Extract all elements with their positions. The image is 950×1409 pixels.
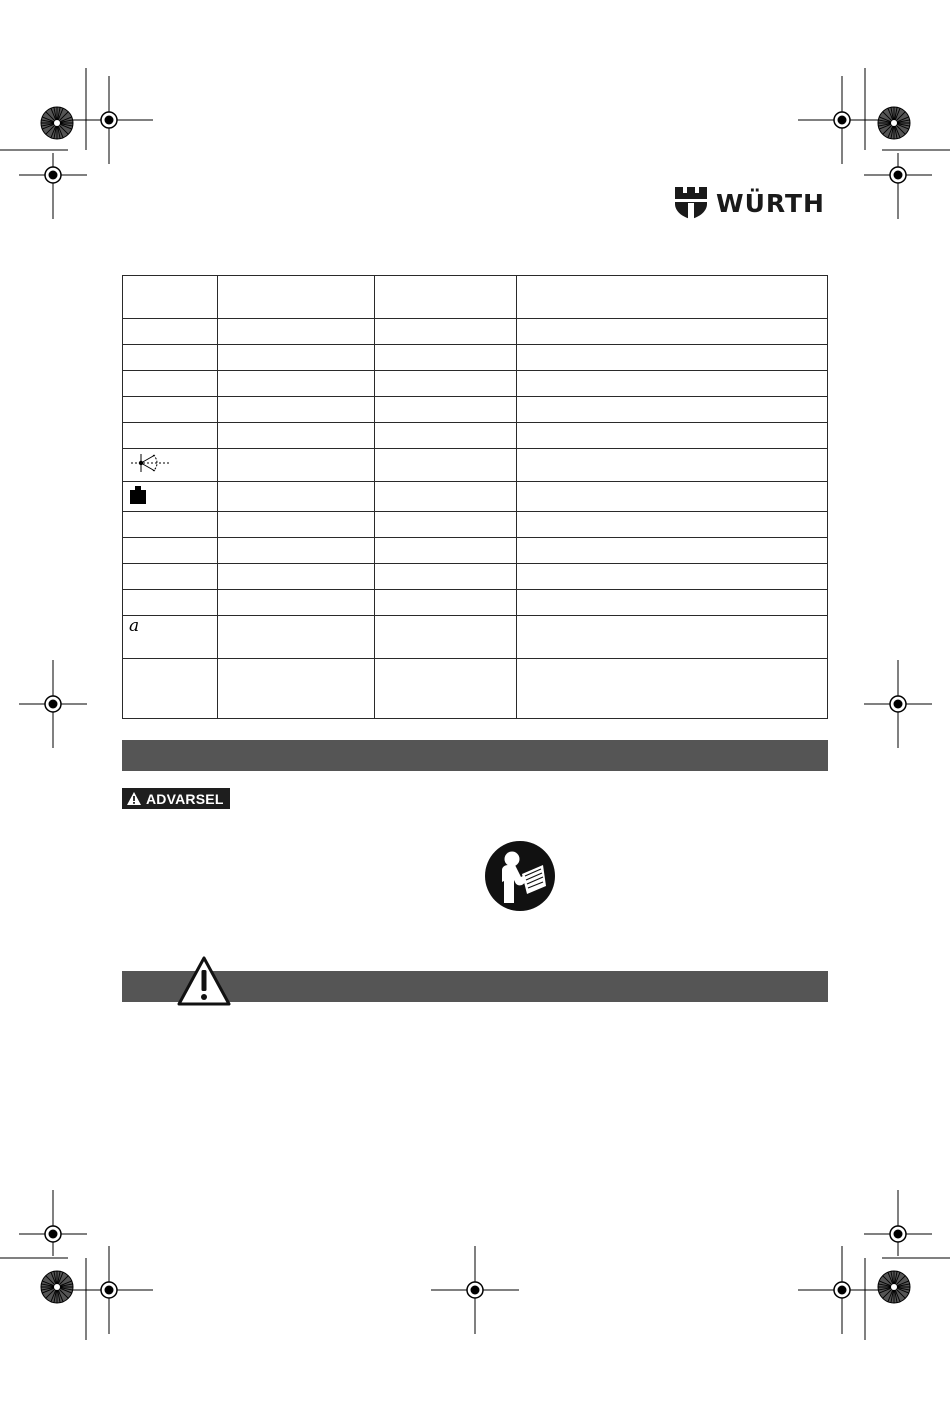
warning-badge <box>122 788 230 809</box>
symbol-cell <box>123 616 218 659</box>
brand-logo <box>674 185 834 221</box>
table-cell <box>218 371 375 397</box>
table-cell <box>375 397 517 423</box>
symbol-cell <box>123 397 218 423</box>
table-cell <box>516 423 827 449</box>
table-cell <box>375 423 517 449</box>
symbol-cell <box>123 512 218 538</box>
table-cell <box>516 319 827 345</box>
table-cell <box>218 397 375 423</box>
brand-name: WÜRTH <box>716 188 825 218</box>
symbol-cell <box>123 345 218 371</box>
table-cell <box>218 564 375 590</box>
table-cell <box>516 590 827 616</box>
table-cell <box>218 482 375 512</box>
table-cell <box>375 345 517 371</box>
table-cell <box>375 659 517 719</box>
table-cell <box>375 538 517 564</box>
symbol-cell <box>123 449 218 482</box>
table-row <box>123 616 828 659</box>
symbol-cell <box>123 564 218 590</box>
table-cell <box>218 616 375 659</box>
table-row <box>123 319 828 345</box>
table-cell <box>218 276 375 319</box>
symbol-cell <box>123 538 218 564</box>
table-cell <box>516 482 827 512</box>
table-cell <box>375 590 517 616</box>
symbol-cell <box>123 276 218 319</box>
table-cell <box>375 449 517 482</box>
table-row <box>123 659 828 719</box>
table-cell <box>516 397 827 423</box>
table-row <box>123 423 828 449</box>
table-cell <box>516 512 827 538</box>
symbol-cell <box>123 482 218 512</box>
table-row <box>123 449 828 482</box>
table-cell <box>218 319 375 345</box>
table-cell <box>516 345 827 371</box>
safety-warning-icon <box>176 955 232 1007</box>
symbol-cell <box>123 590 218 616</box>
symbol-cell <box>123 423 218 449</box>
table-cell <box>218 659 375 719</box>
spec-table <box>122 275 828 719</box>
table-cell <box>375 616 517 659</box>
read-manual-icon <box>485 841 555 911</box>
table-row <box>123 276 828 319</box>
symbol-cell <box>123 659 218 719</box>
table-cell <box>218 345 375 371</box>
table-cell <box>218 449 375 482</box>
table-cell <box>218 512 375 538</box>
table-cell <box>218 423 375 449</box>
symbol-cell <box>123 371 218 397</box>
table-cell <box>516 564 827 590</box>
table-cell <box>516 616 827 659</box>
wurth-logo-icon <box>674 186 708 220</box>
rpm-direction-icon <box>129 450 173 480</box>
table-cell <box>375 512 517 538</box>
table-row <box>123 512 828 538</box>
warning-badge-label: ADVARSEL <box>146 790 224 807</box>
table-cell <box>375 319 517 345</box>
table-row <box>123 345 828 371</box>
warning-triangle-icon <box>126 791 142 806</box>
table-cell <box>516 449 827 482</box>
table-cell <box>375 482 517 512</box>
table-cell <box>375 371 517 397</box>
table-cell <box>516 371 827 397</box>
symbol-label: a <box>129 616 140 636</box>
table-cell <box>375 564 517 590</box>
table-row <box>123 564 828 590</box>
table-row <box>123 538 828 564</box>
section-header-bar <box>122 740 828 771</box>
table-cell <box>516 659 827 719</box>
table-cell <box>516 276 827 319</box>
table-cell <box>218 590 375 616</box>
table-row <box>123 482 828 512</box>
table-cell <box>516 538 827 564</box>
table-row <box>123 590 828 616</box>
table-row <box>123 371 828 397</box>
weight-icon <box>129 485 147 509</box>
symbol-cell <box>123 319 218 345</box>
table-cell <box>218 538 375 564</box>
table-cell <box>375 276 517 319</box>
table-row <box>123 397 828 423</box>
